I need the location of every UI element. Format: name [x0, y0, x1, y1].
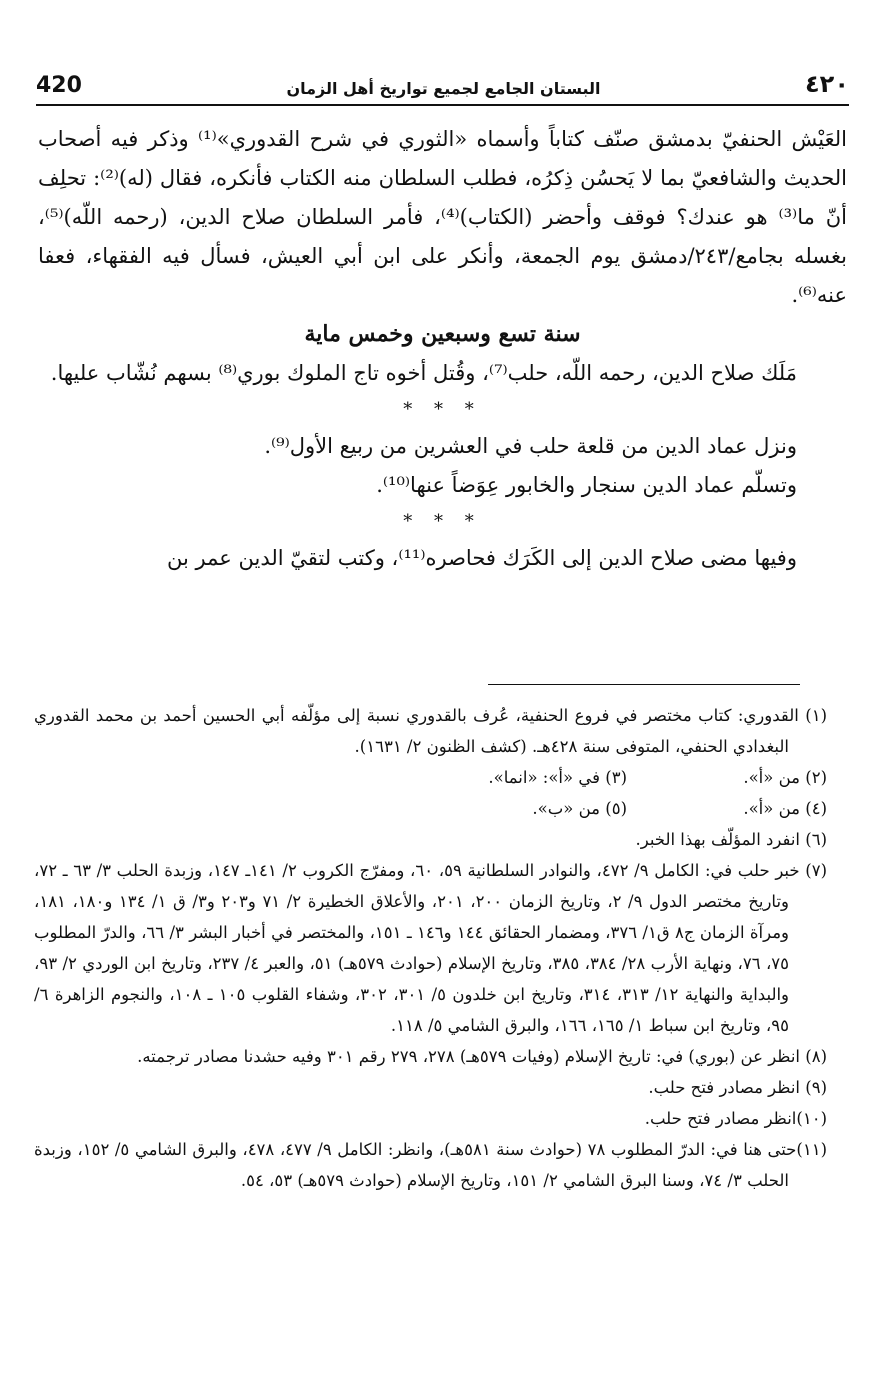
page-number-arabic: ٤٢٠ [805, 70, 849, 98]
page-number-latin: 420 [36, 73, 82, 98]
footnote-row [34, 793, 827, 824]
footnote-row [34, 762, 827, 793]
section-heading: سنة تسع وسبعين وخمس ماية [304, 321, 581, 347]
footnote: (٦) انفرد المؤلّف بهذا الخبر. [635, 830, 827, 849]
footnote: (٧) خبر حلب في: الكامل ٩/ ٤٧٢، والنوادر السلطانية ٥٩، ٦٠، ومفرّج الكروب ٢/ ١٤١ـ ١٤٧، وزبدة الحلب ٣/ ٦٣ ـ ٧٢، وتاريخ مختصر الدول ٩/ ٢، وتاريخ الزمان ٢٠٠، ٢٠١، والأعلاق الخطيرة ٢/ ٧١ و٢٠٣ و٣/ ق ١/ ١٣٤ و١٨٠، ١٨١، ومرآة الزمان ج٨ ق١/ ٣٧٦، ومضمار الحقائق ١٤٤ و١٤٦ ـ ١٥١، والمختصر في أخبار البشر ٣/ ٦٦، والدرّ المطلوب ٧٥، ٧٦، ونهاية الأرب ٢٨/ ٣٨٤، ٣٨٥، وتاريخ الإسلام (حوادث ٥٧٩هـ) ٥١، والعبر ٤/ ٢٣٧، وتاريخ ابن الوردي ٢/ ٩٣، والبداية والنهاية ١٢/ ٣١٣، ٣١٤، وتاريخ ابن خلدون ٥/ ٣٠١، ٣٠٢، وشفاء القلوب ١٠٥ ـ ١٠٨، والنجوم الزاهرة ٦/ ٩٥، وتاريخ ابن سباط ١/ ١٦٥، ١٦٦، والبرق الشامي ٥/ ١١٨. [34, 861, 827, 1035]
footnote: (١) القدوري: كتاب مختصر في فروع الحنفية، عُرف بالقدوري نسبة إلى مؤلّفه أبي الحسين أحمد بن محمد القدوري البغدادي الحنفي، المتوفى سنة ٤٢٨هـ. (كشف الظنون ٢/ ١٦٣١). [34, 706, 827, 756]
footnote: (٢) من «أ». [743, 768, 827, 787]
main-text [38, 120, 847, 578]
paragraph: ونزل عماد الدين من قلعة حلب في العشرين من ربيع الأول⁽⁹⁾. [264, 434, 797, 458]
paragraph: وفيها مضى صلاح الدين إلى الكَرَك فحاصره⁽¹¹⁾، وكتب لتقيّ الدين عمر بن [167, 546, 797, 570]
footnote: (٩) انظر مصادر فتح حلب. [648, 1078, 827, 1097]
footnote: (٣) في «أ»: «انما». [488, 768, 627, 787]
paragraph: وتسلّم عماد الدين سنجار والخابور عِوَضاً عنها⁽¹⁰⁾. [376, 473, 797, 497]
paragraph: العَيْش الحنفيّ بدمشق صنّف كتاباً وأسماه «الثوري في شرح القدوري»⁽¹⁾ وذكر فيه أصحاب الحديث والشافعيّ بما لا يَحسُن ذِكرُه، فطلب السلطان منه الكتاب فأنكره، فقال (له)⁽²⁾: تحلِف أنّ ما⁽³⁾ هو عندك؟ فوقف وأحضر (الكتاب)⁽⁴⁾، فأمر السلطان صلاح الدين، (رحمه اللّه)⁽⁵⁾، بغسله بجامع/٢٤٣/دمشق يوم الجمعة، وأنكر على ابن أبي العيش، فسأل فيه الفقهاء، فعفا عنه⁽⁶⁾. [38, 127, 847, 307]
footnote: (٤) من «أ». [743, 799, 827, 818]
footnotes [34, 700, 827, 1196]
footnote: (٨) انظر عن (بوري) في: تاريخ الإسلام (وفيات ٥٧٩هـ) ٢٧٨، ٢٧٩ رقم ٣٠١ وفيه حشدنا مصادر ترجمته. [137, 1047, 827, 1066]
paragraph: مَلَك صلاح الدين، رحمه اللّه، حلب⁽⁷⁾، وقُتل أخوه تاج الملوك بوري⁽⁸⁾ بسهم نُشّاب عليها. [50, 361, 797, 385]
footnote-divider [488, 684, 800, 685]
running-title: البستان الجامع لجميع تواريخ أهل الزمان [286, 79, 601, 98]
page-header [36, 62, 849, 106]
separator-stars: * * * [403, 399, 482, 420]
footnote: (١٠)انظر مصادر فتح حلب. [644, 1109, 827, 1128]
footnote: (٥) من «ب». [532, 799, 627, 818]
separator-stars: * * * [403, 511, 482, 532]
footnote: (١١)حتى هنا في: الدرّ المطلوب ٧٨ (حوادث سنة ٥٨١هـ)، وانظر: الكامل ٩/ ٤٧٧، ٤٧٨، والبرق الشامي ٥/ ١٥٢، وزبدة الحلب ٣/ ٧٤، وسنا البرق الشامي ٢/ ١٥١، وتاريخ الإسلام (حوادث ٥٧٩هـ) ٥٣، ٥٤. [34, 1140, 827, 1190]
